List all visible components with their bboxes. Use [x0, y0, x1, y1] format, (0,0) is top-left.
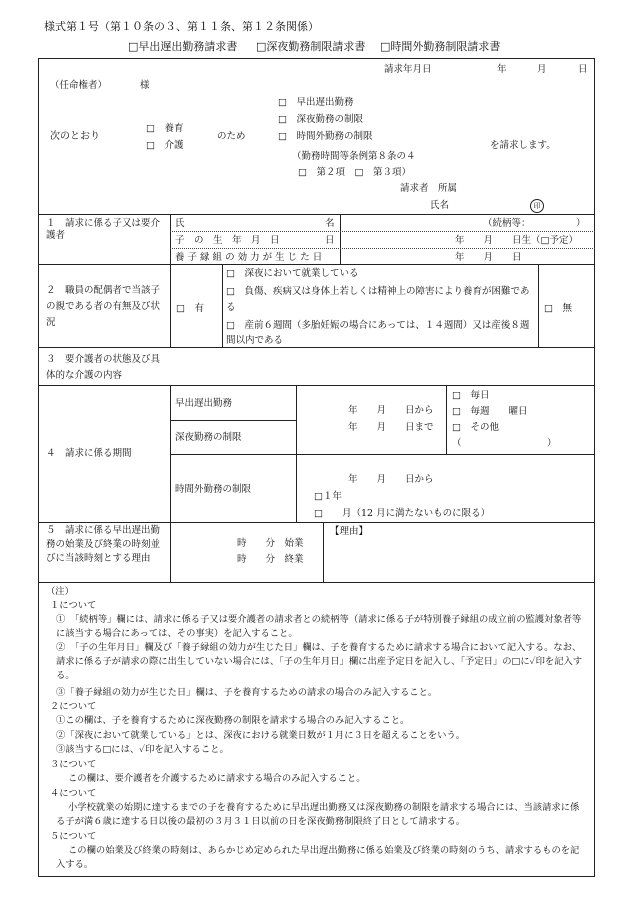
note-1c: ③「養子縁組の効力が生じた日」欄は、子を養育するための請求の場合のみ記入すること。: [56, 687, 438, 698]
notes-h2: ２について: [50, 701, 97, 712]
ordinance-label: （勤務時間等条例第８条の４: [292, 151, 416, 162]
request-date-label: 請求年月日: [384, 64, 432, 75]
s4-other-field[interactable]: （ ）: [452, 438, 557, 449]
s4-label: ４ 請求に係る期間: [46, 448, 132, 459]
year-label: 年: [497, 64, 507, 75]
requesting-label: を請求します。: [490, 140, 556, 151]
note-2a: ①この欄は、子を養育するために深夜勤務の制限を請求する場合のみ記入すること。: [56, 715, 410, 726]
appointer-label: （任命権者）: [50, 80, 108, 91]
note-1b: ② 「子の生年月日」欄及び「養子縁組の効力が生じた日」欄は、子を養育するために請求する場合において記入する。なお、請求に係る子が請求の際に出生していない場合には、「子の生年月日」欄に出産予定日を記入し、「予定日」の□に✓印を記入する。: [56, 642, 583, 681]
notes-h1: １について: [50, 600, 97, 611]
day-label: 日: [578, 64, 588, 75]
title-night-limit: □深夜勤務制限請求書: [256, 40, 366, 53]
s5-start-field[interactable]: 時 分 始業: [237, 538, 304, 549]
s1-label: １ 請求に係る子又は要介護者: [46, 218, 161, 241]
s4-other-checkbox[interactable]: □ その他: [452, 422, 499, 433]
s2-c2-checkbox[interactable]: □ 負傷、疾病又は身体上若しくは精神上の障害により養育が困難である: [226, 286, 530, 313]
s4-overtime-label: 時間外勤務の制限: [175, 484, 252, 495]
s1-surname-label: 氏: [175, 218, 185, 229]
seal-icon: 印: [530, 199, 544, 213]
purpose-care-checkbox[interactable]: □ 介護: [146, 140, 184, 151]
note-3: この欄は、要介護者を介護するために請求する場合のみ記入すること。: [68, 773, 366, 784]
requester-label: 請求者 所属: [400, 183, 458, 194]
s4-early-label: 早出遅出勤務: [175, 398, 233, 409]
s4-from-field[interactable]: 年 月 日から: [348, 405, 434, 416]
s1-birth-label: 子 の 生 年 月 日: [175, 235, 280, 246]
s5-label: ５ 請求に係る早出遅出勤務の始業及び終業の時刻並びに当該時刻とする理由: [46, 525, 161, 564]
s1-birth-field[interactable]: 年 月 日生（□予定）: [455, 235, 578, 246]
month-label: 月: [537, 64, 547, 75]
s1-given-label: 名: [325, 218, 335, 229]
s4-weekly-checkbox[interactable]: □ 毎週 曜日: [452, 406, 528, 417]
s2-c1-checkbox[interactable]: □ 深夜において就業している: [226, 268, 359, 279]
s1-adopt-label: 養 子 縁 組 の 効 力 が 生 じ た 日: [175, 252, 323, 263]
title-early-late: □早出遅出勤務請求書: [128, 40, 238, 53]
type-early-late-checkbox[interactable]: □ 早出遅出勤務: [278, 97, 354, 108]
s4-one-year-checkbox[interactable]: □１年: [314, 491, 342, 502]
s4-until-field[interactable]: 年 月 日まで: [348, 422, 434, 433]
for-label: のため: [217, 131, 246, 142]
sama-label: 様: [140, 80, 150, 91]
s2-no-checkbox[interactable]: □ 無: [544, 303, 572, 314]
s4-night-label: 深夜勤務の制限: [175, 432, 242, 443]
notes-h5: ５について: [50, 831, 97, 842]
note-4: 小学校就業の始期に達するまでの子を養育するために早出遅出勤務又は深夜勤務の制限を請求する場合には、当該請求に係る子が満６歳に達する日以後の最初の３月３１日以前の日を深夜勤務制限終了日として請求する。: [56, 802, 580, 827]
as-follows-label: 次のとおり: [50, 131, 100, 142]
s3-label: ３ 要介護者の状態及び具体的な介護の内容: [46, 354, 161, 381]
form-number: 様式第１号（第１０条の３、第１１条、第１２条関係）: [44, 20, 319, 33]
notes-head: （注）: [46, 586, 74, 597]
s2-c3-checkbox[interactable]: □ 産前６週間（多胎妊娠の場合にあっては、１４週間）又は産後８週間以内である: [226, 320, 530, 346]
notes-h4: ４について: [50, 788, 97, 799]
type-overtime-checkbox[interactable]: □ 時間外勤務の制限: [278, 131, 373, 142]
s4-ot-from-field[interactable]: 年 月 日から: [348, 474, 434, 485]
s1-relation-field[interactable]: （続柄等：: [483, 218, 531, 229]
note-2b: ②「深夜において就業している」とは、深夜における就業日数が１月に３日を超えることをいう。: [56, 730, 466, 741]
note-1a: ① 「続柄等」欄には、請求に係る子又は要介護者の請求者との続柄等（請求に係る子が特別養子縁組の成立前の監護対象者等に該当する場合にあっては、その事実）を記入すること。: [56, 614, 582, 639]
s2-yes-checkbox[interactable]: □ 有: [176, 303, 204, 314]
s4-daily-checkbox[interactable]: □ 毎日: [452, 390, 490, 401]
type-night-checkbox[interactable]: □ 深夜勤務の制限: [278, 114, 363, 125]
purpose-childcare-checkbox[interactable]: □ 養育: [146, 123, 184, 134]
items-checkbox[interactable]: □ 第２項 □ 第３項）: [298, 167, 411, 178]
s5-reason-field[interactable]: 【理由】: [330, 526, 369, 537]
name-label: 氏名: [430, 200, 450, 211]
s1-adopt-field[interactable]: 年 月 日: [455, 252, 522, 263]
note-2c: ③該当する□には、✓印を記入すること。: [56, 744, 229, 755]
s4-months-checkbox[interactable]: □ 月（12 月に満たないものに限る）: [314, 508, 491, 519]
note-5: この欄の始業及び終業の時刻は、あらかじめ定められた早出遅出勤務に係る始業及び終業の時刻のうち、請求するものを記入する。: [56, 845, 580, 870]
s5-end-field[interactable]: 時 分 終業: [237, 554, 304, 565]
s2-label: ２ 職員の配偶者で当該子の親である者の有無及び状況: [46, 285, 161, 328]
title-overtime-limit: □時間外勤務制限請求書: [380, 40, 501, 53]
notes-h3: ３について: [50, 759, 97, 770]
